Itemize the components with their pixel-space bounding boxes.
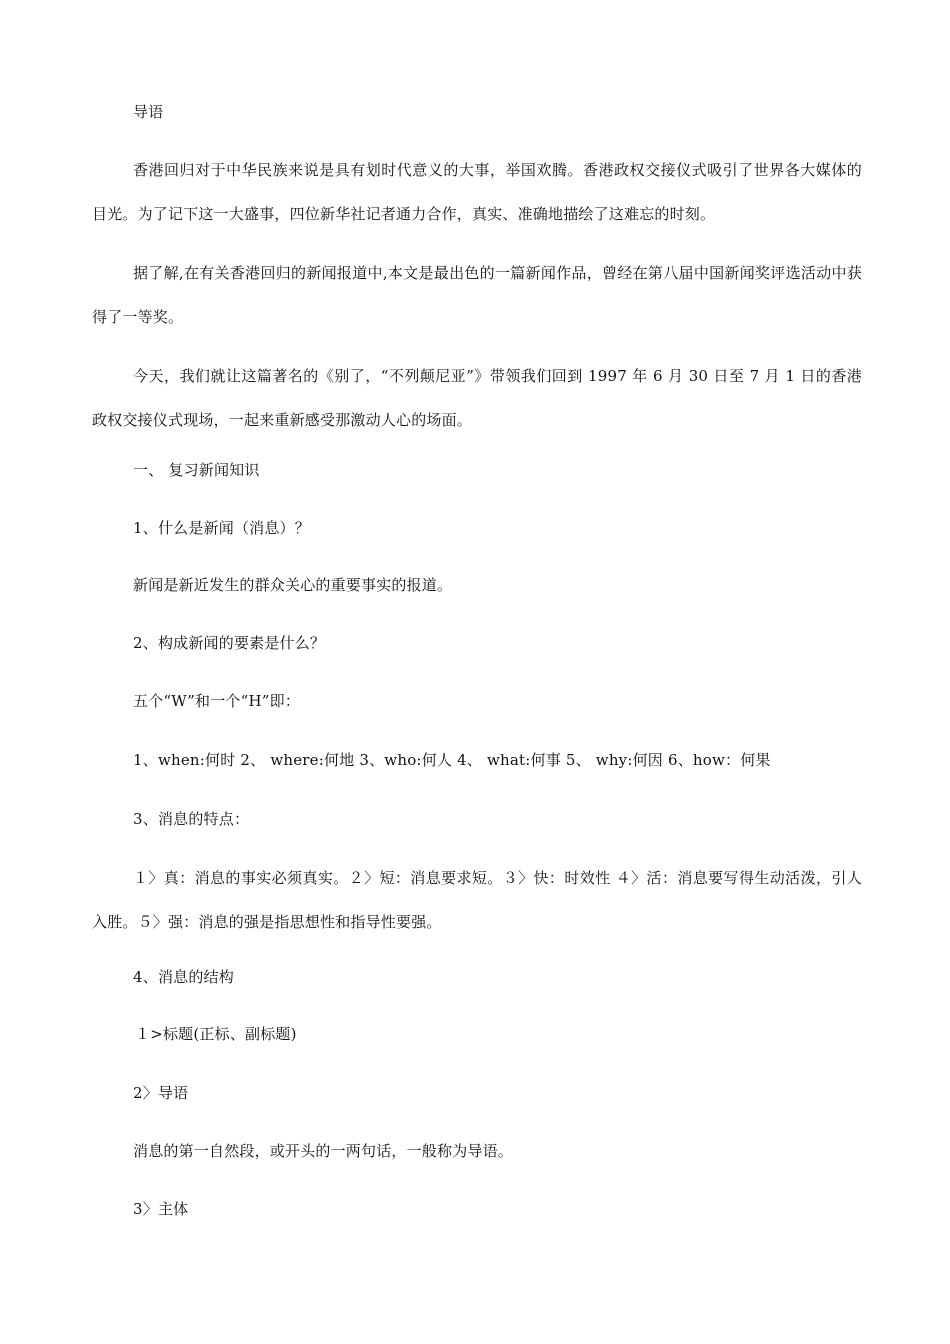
- structure-lead-desc: 消息的第一自然段，或开头的一两句话，一般称为导语。: [133, 1142, 514, 1160]
- structure-title: １>标题(正标、副标题): [135, 1025, 297, 1043]
- paragraph-today: 今天，我们就让这篇著名的《别了，“不列颠尼亚”》带领我们回到 1997 年 6 月 30 日至 7 月 1 日的香港政权交接仪式现场，一起来重新感受那激动人心的场面。: [92, 367, 862, 429]
- section-heading: 一、 复习新闻知识: [133, 461, 260, 479]
- paragraph-award: 据了解,在有关香港回归的新闻报道中,本文是最出色的一篇新闻作品，曾经在第八届中国新闻奖评选活动中获得了一等奖。: [92, 264, 862, 326]
- answer-2-list: 1、when:何时 2、 where:何地 3、who:何人 4、 what:何事 5、 why:何因 6、how：何果: [133, 751, 771, 769]
- question-2: 2、构成新闻的要素是什么？: [133, 634, 326, 652]
- answer-1: 新闻是新近发生的群众关心的重要事实的报道。: [133, 576, 453, 594]
- lead-heading: 导语: [133, 103, 164, 121]
- question-3: 3、消息的特点：: [133, 810, 250, 828]
- structure-lead: 2〉导语: [133, 1084, 189, 1102]
- answer-3: １〉真：消息的事实必须真实。２〉短：消息要求短。３〉快：时效性 ４〉活：消息要写得生动活泼，引人入胜。５〉强：消息的强是指思想性和指导性要强。: [92, 869, 862, 931]
- structure-body: 3〉主体: [133, 1200, 189, 1218]
- answer-2-intro: 五个“W”和一个“H”即：: [133, 692, 301, 710]
- paragraph-intro: 香港回归对于中华民族来说是具有划时代意义的大事，举国欢腾。香港政权交接仪式吸引了世界各大媒体的目光。为了记下这一大盛事，四位新华社记者通力合作，真实、准确地描绘了这难忘的时刻。: [92, 161, 862, 223]
- question-1: 1、什么是新闻（消息）？: [133, 519, 310, 537]
- question-4: 4、消息的结构: [133, 968, 234, 986]
